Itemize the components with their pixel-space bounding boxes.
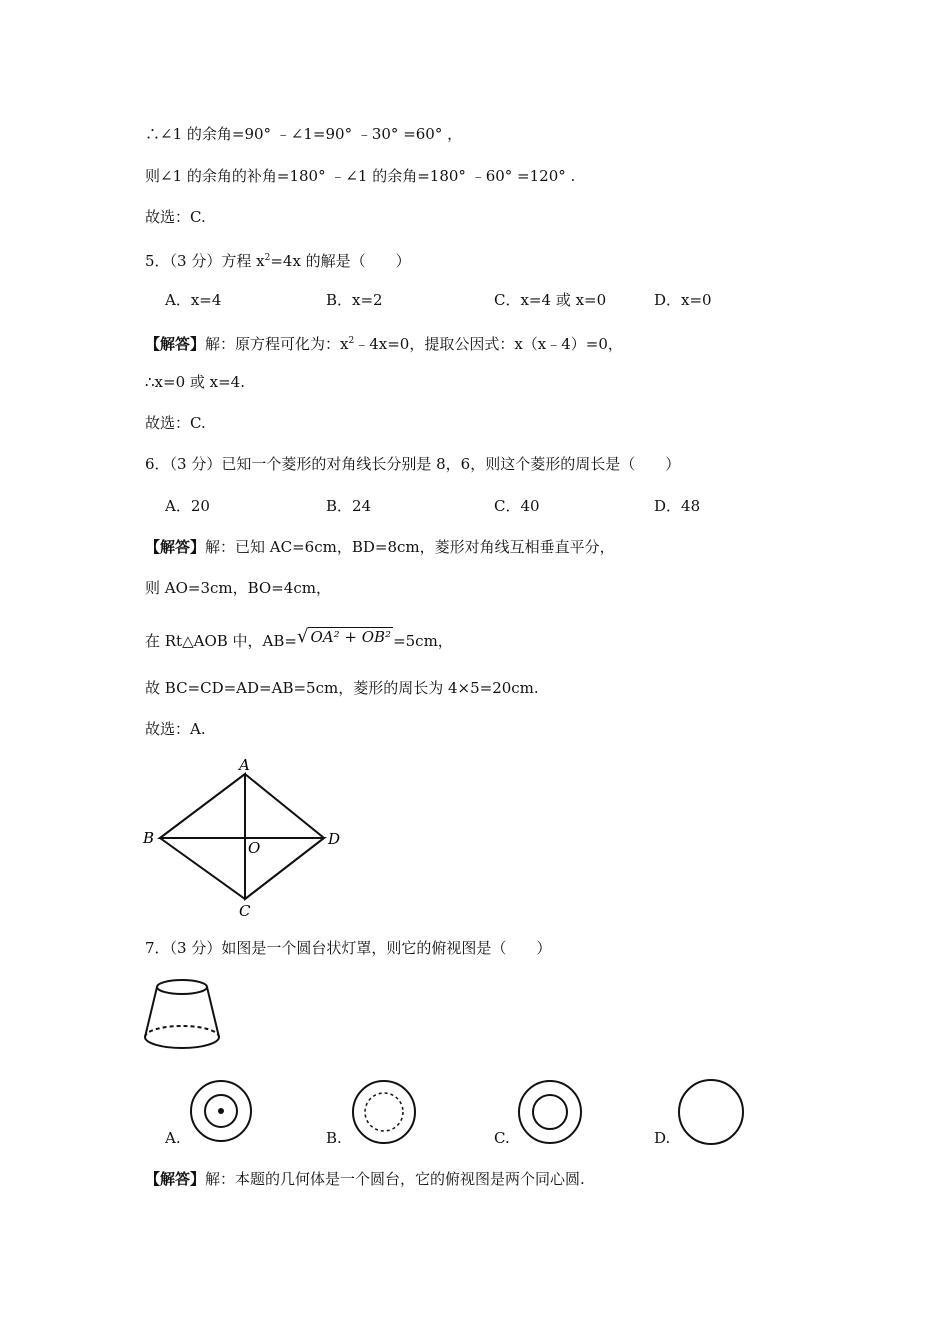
solution-6-line-4: 故 BC=CD=AD=AB=5cm，菱形的周长为 4×5=20cm. bbox=[145, 679, 539, 697]
sqrt-argument: OA² + OB² bbox=[310, 628, 392, 646]
rhombus-sides bbox=[160, 774, 324, 899]
question-6: 6．（3 分）已知一个菱形的对角线长分别是 8，6，则这个菱形的周长是（ ） bbox=[145, 455, 681, 473]
inner-dashed-circle bbox=[365, 1093, 403, 1131]
option-7a-label: A. bbox=[165, 1129, 181, 1147]
outer-circle bbox=[519, 1081, 581, 1143]
label-o: O bbox=[248, 839, 261, 857]
frustum-top-ellipse bbox=[157, 980, 207, 994]
option-5c: C．x=4 或 x=0 bbox=[494, 291, 607, 309]
rhombus-figure bbox=[138, 754, 348, 919]
option-5b: B．x=2 bbox=[326, 291, 383, 309]
frustum-right-edge bbox=[207, 987, 219, 1037]
option-6a: A．20 bbox=[165, 497, 210, 515]
question-5 bbox=[145, 248, 411, 271]
answer-line-q4: 故选：C. bbox=[145, 208, 206, 226]
answer-line-q6: 故选：A. bbox=[145, 720, 206, 738]
solution-5-line-1 bbox=[145, 331, 623, 354]
option-6c: C．40 bbox=[494, 497, 540, 515]
label-d: D bbox=[328, 830, 341, 848]
outer-circle bbox=[353, 1081, 415, 1143]
center-dot bbox=[218, 1108, 224, 1114]
rhombus-outline bbox=[160, 774, 324, 899]
solution-7-line-1 bbox=[145, 1169, 585, 1189]
frustum-bottom-back bbox=[145, 1026, 219, 1037]
question-7: 7．（3 分）如图是一个圆台状灯罩，则它的俯视图是（ ） bbox=[145, 939, 552, 957]
solution-line-1: ∴∠1 的余角=90° ﹣∠1=90° ﹣30° =60° ， bbox=[145, 125, 463, 143]
answer-line-q5: 故选：C. bbox=[145, 414, 206, 432]
sqrt-expression: √ OA² + OB² bbox=[296, 626, 392, 647]
option-7b-figure bbox=[350, 1078, 418, 1146]
option-6b: B．24 bbox=[326, 497, 372, 515]
option-7c-figure bbox=[516, 1078, 584, 1146]
solution-7-text: 解：本题的几何体是一个圆台，它的俯视图是两个同心圆. bbox=[205, 1170, 585, 1188]
option-7d-label: D. bbox=[654, 1129, 671, 1147]
solution-6-text: 解：已知 AC=6cm，BD=8cm，菱形对角线互相垂直平分， bbox=[205, 538, 615, 556]
frustum-lampshade-figure bbox=[140, 975, 225, 1055]
frustum-bottom-front bbox=[145, 1037, 219, 1048]
solution-6-line-3 bbox=[145, 627, 453, 651]
option-7d-figure bbox=[676, 1078, 746, 1146]
solution-6-line-3-a: 在 Rt△AOB 中，AB= bbox=[145, 632, 297, 650]
option-7a-figure bbox=[188, 1078, 254, 1144]
inner-circle bbox=[533, 1095, 567, 1129]
solution-5-text-a: 解：原方程可化为：x bbox=[205, 335, 349, 353]
option-5a: A．x=4 bbox=[165, 291, 222, 309]
option-6d: D．48 bbox=[654, 497, 701, 515]
solution-5-line-2: ∴x=0 或 x=4. bbox=[145, 373, 245, 391]
single-circle bbox=[679, 1080, 743, 1144]
option-5d: D．x=0 bbox=[654, 291, 712, 309]
solution-6-line-2: 则 AO=3cm，BO=4cm， bbox=[145, 579, 331, 597]
label-c: C bbox=[239, 902, 251, 919]
question-5-exponent: 2 bbox=[264, 253, 271, 263]
solution-tag: 【解答】 bbox=[145, 538, 206, 556]
solution-tag: 【解答】 bbox=[145, 1170, 206, 1188]
label-b: B bbox=[143, 829, 155, 847]
option-7b-label: B. bbox=[326, 1129, 342, 1147]
solution-6-line-3-b: =5cm， bbox=[393, 632, 453, 650]
solution-5-exponent: 2 bbox=[348, 336, 355, 346]
solution-6-line-1 bbox=[145, 537, 615, 557]
solution-line-2: 则∠1 的余角的补角=180° ﹣∠1 的余角=180° ﹣60° =120° . bbox=[145, 167, 576, 185]
question-5-text-a: 5．（3 分）方程 x bbox=[145, 252, 265, 270]
solution-5-text-b: ﹣4x=0，提取公因式：x（x﹣4）=0， bbox=[354, 335, 623, 353]
frustum-left-edge bbox=[145, 987, 157, 1037]
solution-tag: 【解答】 bbox=[145, 335, 206, 353]
question-5-text-b: =4x 的解是（ ） bbox=[270, 252, 411, 270]
label-a: A bbox=[239, 756, 250, 774]
option-7c-label: C. bbox=[494, 1129, 510, 1147]
